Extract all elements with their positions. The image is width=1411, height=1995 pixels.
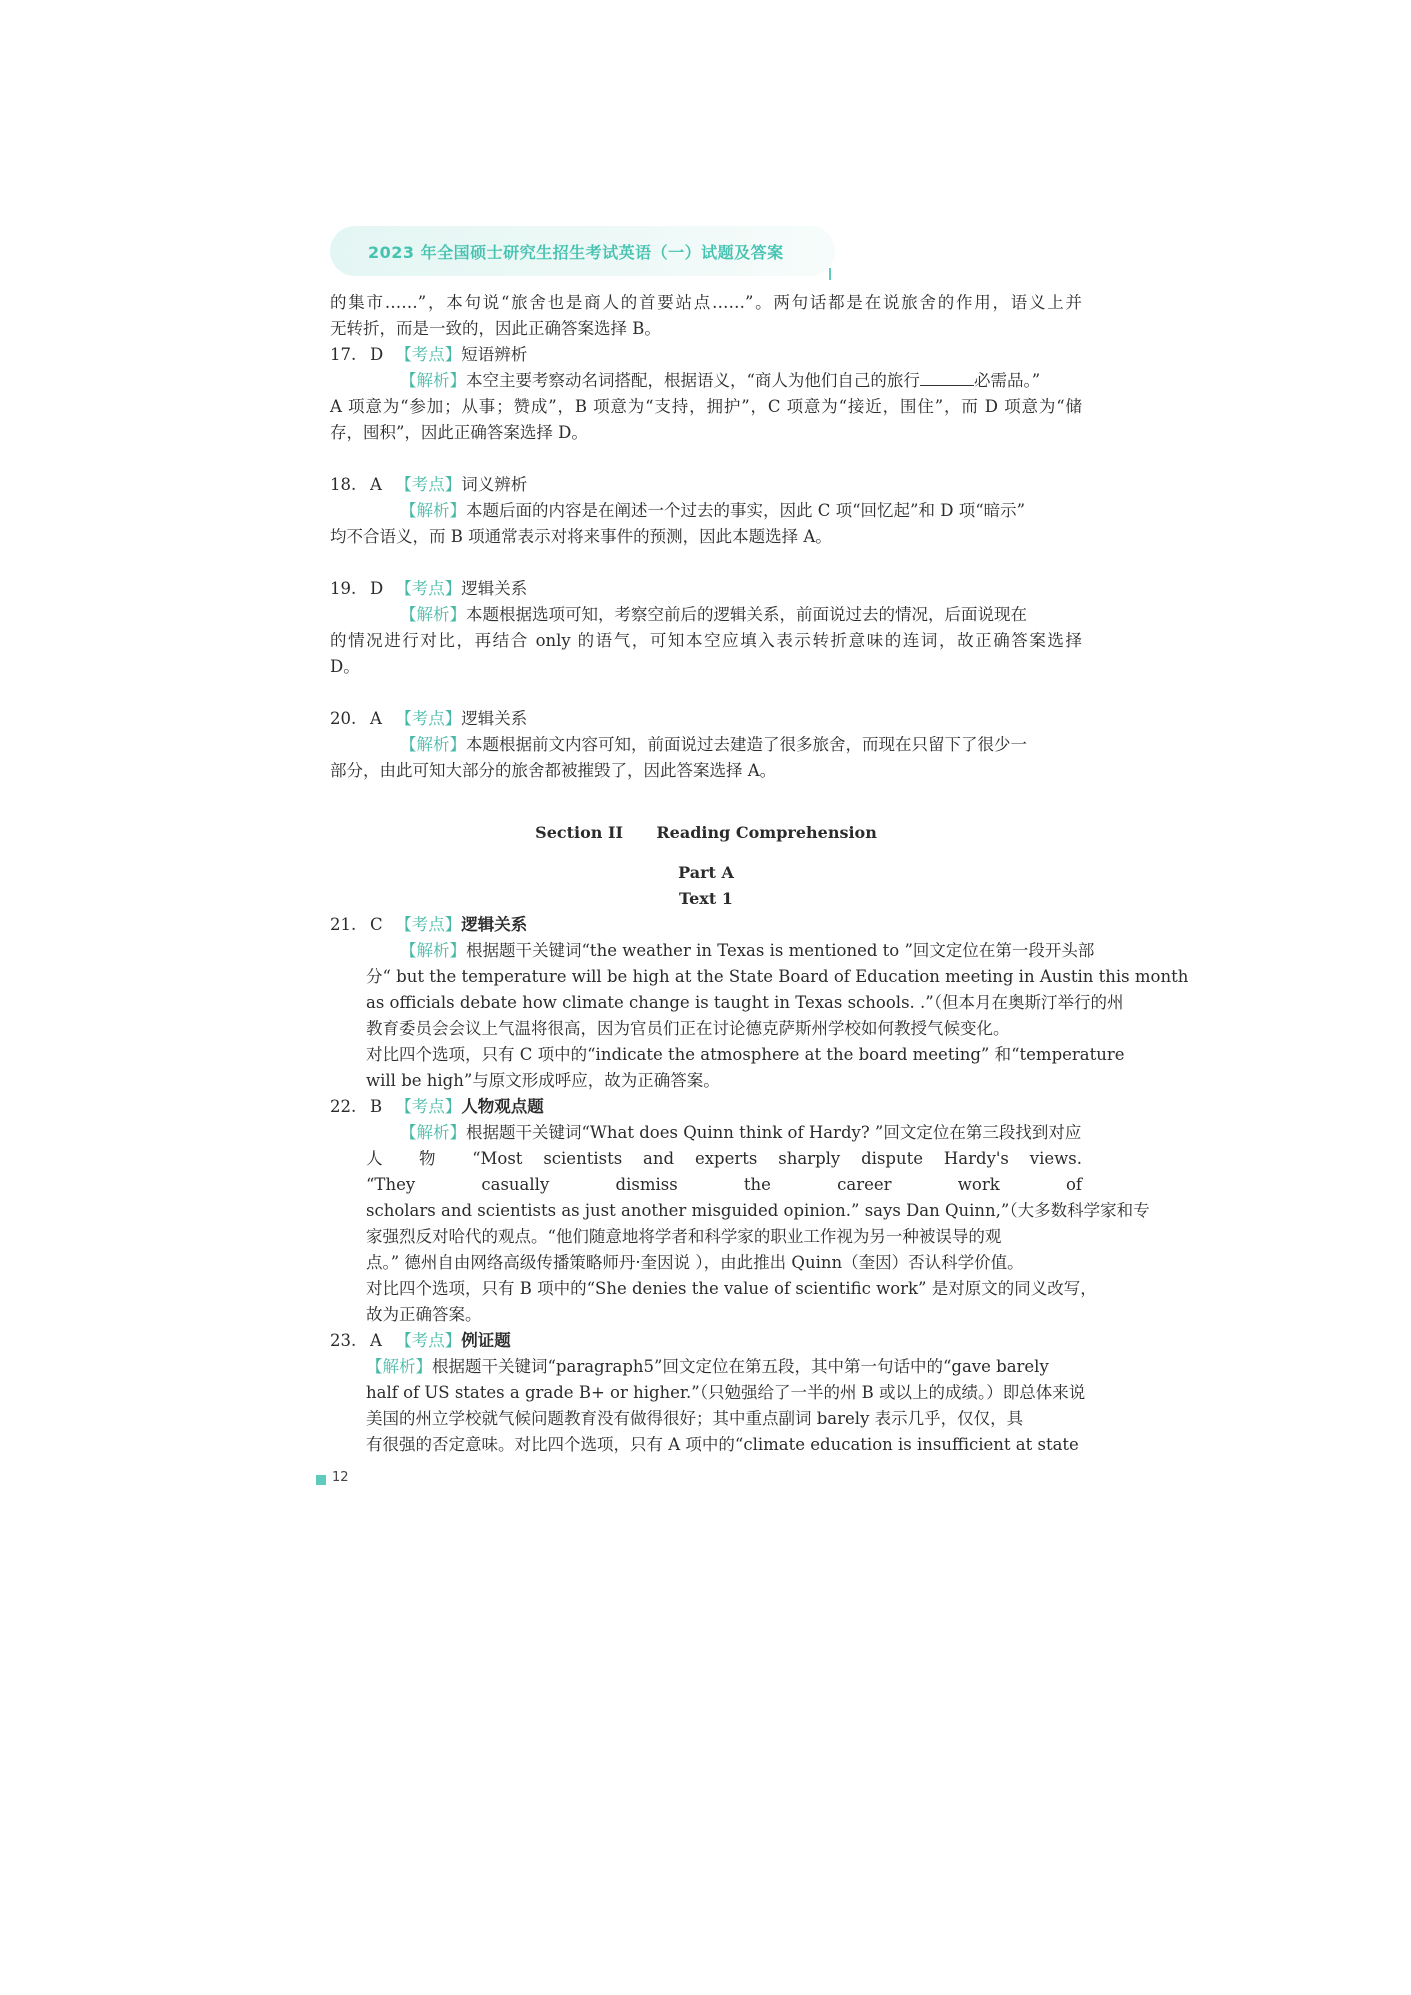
document-title: 2023 年全国硕士研究生招生考试英语（一）试题及答案: [368, 243, 784, 262]
q21-explanation-first: [330, 938, 1095, 964]
spacer: [330, 446, 1082, 472]
jiexi-tag: 【解析】: [400, 501, 466, 520]
question-point: 逻辑关系: [461, 709, 528, 728]
q23-header: [330, 1328, 1082, 1354]
q20-explanation-line: 部分，由此可知大部分的旅舍都被摧毁了，因此答案选择 A。: [330, 761, 777, 780]
q23-explanation-first: [330, 1354, 1082, 1380]
q22-header: [330, 1094, 1082, 1120]
q22-explanation-line: 人 物 “Most scientists and experts sharply dispute Hardy's views.: [366, 1149, 1082, 1168]
explanation-text: 根据题干关键词“paragraph5”回文定位在第五段，其中第一句话中的“gave barely: [432, 1357, 1049, 1376]
q21-explanation-line: as officials debate how climate change is taught in Texas schools. .”（但本月在奥斯汀举行的州: [366, 993, 1124, 1012]
q22-explanation-line: 故为正确答案。: [366, 1305, 482, 1324]
kaodian-tag: 【考点】: [395, 1331, 462, 1350]
fill-blank: [920, 371, 974, 386]
q18-header: [330, 472, 1082, 498]
question-answer: D: [370, 579, 384, 598]
q17-explanation-line: A 项意为“参加；从事；赞成”，B 项意为“支持，拥护”，C 项意为“接近，围住”，而 D 项意为“储: [330, 397, 1082, 416]
question-number: 18.: [330, 475, 357, 494]
part-title: Part A: [678, 863, 734, 882]
kaodian-tag: 【考点】: [395, 1097, 462, 1116]
question-number: 21.: [330, 915, 357, 934]
q21-header: [330, 912, 1082, 938]
question-number: 20.: [330, 709, 357, 728]
jiexi-tag: 【解析】: [400, 605, 466, 624]
question-point: 逻辑关系: [461, 579, 528, 598]
explanation-text: 本题根据前文内容可知，前面说过去建造了很多旅舍，而现在只留下了很少一: [466, 735, 1027, 754]
kaodian-tag: 【考点】: [395, 475, 462, 494]
q18-explanation-line: 均不合语义，而 B 项通常表示对将来事件的预测，因此本题选择 A。: [330, 527, 832, 546]
question-point: 词义辨析: [461, 475, 528, 494]
q22-explanation-line: 对比四个选项，只有 B 项中的“She denies the value of scientific work” 是对原文的同义改写，: [366, 1279, 1097, 1298]
q19-explanation-line: D。: [330, 657, 360, 676]
jiexi-tag: 【解析】: [400, 735, 466, 754]
explanation-text: 必需品。”: [973, 371, 1041, 390]
q17-header: [330, 342, 1082, 368]
q22-explanation-line: scholars and scientists as just another misguided opinion.” says Dan Quinn,”（大多数科学家和专: [366, 1201, 1150, 1220]
page-number: 12: [332, 1470, 349, 1485]
question-answer: B: [370, 1097, 383, 1116]
question-point: 逻辑关系: [461, 915, 528, 934]
question-point: 短语辨析: [461, 345, 528, 364]
explanation-text: 本空主要考察动名词搭配，根据语义，“商人为他们自己的旅行: [466, 371, 920, 390]
explanation-text: 根据题干关键词“the weather in Texas is mentioned to ”回文定位在第一段开头部: [466, 941, 1095, 960]
question-answer: D: [370, 345, 384, 364]
question-number: 19.: [330, 579, 357, 598]
q16-line-1: 的集市……”，本句说“旅舍也是商人的首要站点……”。两句话都是在说旅舍的作用，语义上并: [330, 293, 1082, 312]
question-answer: A: [370, 1331, 382, 1350]
explanation-text: 根据题干关键词“What does Quinn think of Hardy? ”回文定位在第三段找到对应: [466, 1123, 1082, 1142]
question-point: 人物观点题: [461, 1097, 544, 1116]
question-point: 例证题: [461, 1331, 511, 1350]
q23-explanation-line: half of US states a grade B+ or higher.”（只勉强给了一半的州 B 或以上的成绩。）即总体来说: [366, 1383, 1086, 1402]
q22-explanation-line: 点。” 德州自由网络高级传播策略师丹·奎因说 ），由此推出 Quinn（奎因）否认科学价值。: [366, 1253, 1024, 1272]
q21-explanation-line: 分“ but the temperature will be high at the State Board of Education meeting in Austin this month: [366, 967, 1189, 986]
spacer: [330, 550, 1082, 576]
q21-explanation-line: 对比四个选项，只有 C 项中的“indicate the atmosphere at the board meeting” 和“temperature: [366, 1045, 1125, 1064]
q16-line-2: 无转折，而是一致的，因此正确答案选择 B。: [330, 319, 661, 338]
q20-header: [330, 706, 1082, 732]
kaodian-tag: 【考点】: [395, 579, 462, 598]
q23-explanation-line: 有很强的否定意味。对比四个选项，只有 A 项中的“climate education is insufficient at state: [366, 1435, 1079, 1454]
q17-explanation-line: 存，囤积”，因此正确答案选择 D。: [330, 423, 588, 442]
page-marker-icon: [316, 1475, 326, 1485]
q21-explanation-line: will be high”与原文形成呼应，故为正确答案。: [366, 1071, 720, 1090]
jiexi-tag: 【解析】: [400, 941, 466, 960]
question-number: 17.: [330, 345, 357, 364]
explanation-text: 本题后面的内容是在阐述一个过去的事实，因此 C 项“回忆起”和 D 项“暗示”: [466, 501, 1026, 520]
jiexi-tag: 【解析】: [366, 1357, 432, 1376]
q22-explanation-line: 家强烈反对哈代的观点。“他们随意地将学者和科学家的职业工作视为另一种被误导的观: [366, 1227, 1002, 1246]
q19-explanation-first: [330, 602, 1082, 628]
q22-explanation-line: “They casually dismiss the career work of: [366, 1175, 1082, 1194]
kaodian-tag: 【考点】: [395, 915, 462, 934]
explanation-text: 本题根据选项可知，考察空前后的逻辑关系，前面说过去的情况，后面说现在: [466, 605, 1027, 624]
q17-explanation-first: [330, 368, 1082, 394]
question-number: 22.: [330, 1097, 357, 1116]
kaodian-tag: 【考点】: [395, 709, 462, 728]
document-body: [330, 290, 1189, 1458]
q21-explanation-line: 教育委员会会议上气温将很高，因为官员们正在讨论德克萨斯州学校如何教授气候变化。: [366, 1019, 1010, 1038]
jiexi-tag: 【解析】: [400, 1123, 466, 1142]
question-answer: A: [370, 709, 382, 728]
kaodian-tag: 【考点】: [395, 345, 462, 364]
jiexi-tag: 【解析】: [400, 371, 466, 390]
q20-explanation-first: [330, 732, 1082, 758]
question-answer: A: [370, 475, 382, 494]
question-answer: C: [370, 915, 383, 934]
question-number: 23.: [330, 1331, 357, 1350]
spacer: [330, 680, 1082, 706]
q23-explanation-line: 美国的州立学校就气候问题教育没有做得很好；其中重点副词 barely 表示几乎，仅仅，具: [366, 1409, 1024, 1428]
q18-explanation-first: [330, 498, 1082, 524]
q19-explanation-line: 的情况进行对比，再结合 only 的语气，可知本空应填入表示转折意味的连词，故正确答案选择: [330, 631, 1082, 650]
text-title: Text 1: [679, 889, 733, 908]
section-title: Section II Reading Comprehension: [535, 823, 877, 842]
q22-explanation-first: [330, 1120, 1082, 1146]
q19-header: [330, 576, 1082, 602]
header-accent-mark: [829, 268, 831, 280]
